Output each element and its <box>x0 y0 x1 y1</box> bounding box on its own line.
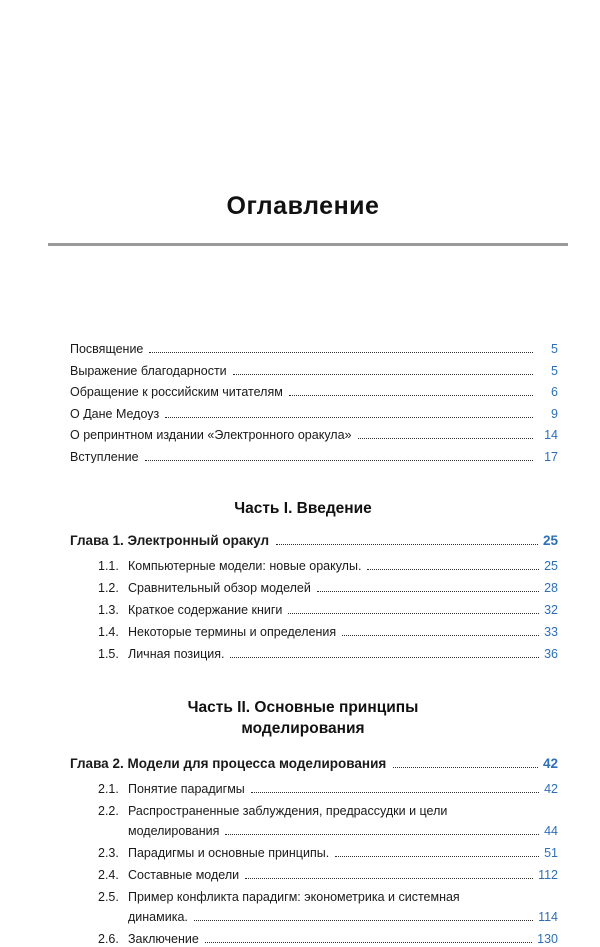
list-item[interactable] <box>70 408 558 422</box>
list-item[interactable] <box>70 804 558 839</box>
entry-number: 2.6. <box>98 932 119 947</box>
entry-page[interactable]: 33 <box>544 625 558 640</box>
entry-label: Распространенные заблуждения, предрассудки и цели <box>128 804 448 819</box>
entry-label: Сравнительный обзор моделей <box>128 581 311 596</box>
list-item[interactable] <box>70 581 558 596</box>
list-item[interactable] <box>70 868 558 883</box>
chapter-heading-1[interactable] <box>70 533 558 549</box>
entry-label: Заключение <box>128 932 199 947</box>
leader-dots <box>288 612 539 614</box>
entry-label: Обращение к российским читателям <box>70 386 283 399</box>
list-item[interactable] <box>70 846 558 861</box>
leader-dots <box>165 416 533 418</box>
leader-dots <box>251 791 539 793</box>
leader-dots <box>358 437 534 439</box>
entry-number: 2.3. <box>98 846 119 861</box>
list-item[interactable] <box>70 647 558 662</box>
list-item[interactable] <box>70 451 558 465</box>
entry-number: 1.4. <box>98 625 119 640</box>
title-divider <box>48 243 568 246</box>
entry-label: О репринтном издании «Электронного оракула» <box>70 429 352 442</box>
leader-dots <box>205 941 532 943</box>
list-item[interactable] <box>70 625 558 640</box>
entry-page[interactable]: 112 <box>538 868 558 883</box>
entry-number: 2.2. <box>98 804 119 819</box>
entry-page[interactable]: 5 <box>551 342 558 356</box>
leader-dots <box>367 568 539 570</box>
leader-dots <box>233 373 533 375</box>
entry-label: О Дане Медоуз <box>70 407 160 420</box>
leader-dots <box>245 877 533 879</box>
entry-label: Понятие парадигмы <box>128 782 245 797</box>
leader-dots <box>289 394 533 396</box>
entry-number: 1.3. <box>98 603 119 618</box>
list-item[interactable] <box>70 386 558 400</box>
leader-dots <box>317 590 539 592</box>
part-heading-2-line2: моделирования <box>241 720 365 738</box>
entry-page[interactable]: 44 <box>544 824 558 839</box>
entry-page[interactable]: 6 <box>551 385 558 399</box>
entry-page[interactable]: 130 <box>537 932 558 947</box>
entry-label: Составные модели <box>128 868 240 883</box>
entry-label: Вступление <box>70 450 139 463</box>
list-item[interactable] <box>70 559 558 574</box>
entry-page[interactable]: 36 <box>544 647 558 662</box>
entry-label: Краткое содержание книги <box>128 603 283 618</box>
list-item[interactable] <box>70 782 558 797</box>
entry-page[interactable]: 25 <box>544 559 558 574</box>
entry-label: Некоторые термины и определения <box>128 625 337 640</box>
chapter-title: Глава 2. Модели для процесса моделирования <box>70 756 387 772</box>
front-matter-list <box>70 343 558 465</box>
leader-dots <box>225 833 539 835</box>
leader-dots <box>145 459 533 461</box>
leader-dots <box>194 919 533 921</box>
list-item[interactable] <box>70 932 558 947</box>
part-heading-1: Часть I. Введение <box>234 499 372 517</box>
page-title: Оглавление <box>226 192 380 220</box>
entry-label: Посвящение <box>70 343 144 356</box>
leader-dots <box>230 656 539 658</box>
entry-page[interactable]: 28 <box>544 581 558 596</box>
entry-label: Парадигмы и основные принципы. <box>128 846 330 861</box>
chapter-title: Глава 1. Электронный оракул <box>70 533 270 549</box>
entry-page[interactable]: 51 <box>544 846 558 861</box>
entry-number: 2.5. <box>98 890 119 905</box>
entry-page[interactable]: 5 <box>551 363 558 378</box>
entry-page[interactable]: 32 <box>544 603 558 618</box>
leader-dots <box>335 855 539 857</box>
part-heading-2-line1: Часть II. Основные принципы <box>187 699 419 717</box>
list-item[interactable] <box>70 429 558 443</box>
chapter-page[interactable]: 25 <box>542 533 558 549</box>
entry-page[interactable]: 14 <box>544 428 558 442</box>
leader-dots <box>149 351 533 353</box>
entry-label: Компьютерные модели: новые оракулы. <box>128 559 362 574</box>
list-item[interactable] <box>70 890 558 925</box>
list-item[interactable] <box>70 343 558 357</box>
leader-dots <box>393 766 538 768</box>
entry-page[interactable]: 114 <box>538 910 558 925</box>
leader-dots <box>342 634 539 636</box>
entry-label-cont: динамика. <box>128 910 188 925</box>
list-item[interactable] <box>70 365 558 379</box>
entry-page[interactable]: 42 <box>544 782 558 797</box>
entry-label-cont: моделирования <box>128 824 220 839</box>
leader-dots <box>276 543 538 545</box>
entry-number: 1.2. <box>98 581 119 596</box>
entry-number: 2.4. <box>98 868 119 883</box>
entry-label: Личная позиция. <box>128 647 225 662</box>
chapter-page[interactable]: 42 <box>542 756 558 772</box>
chapter-heading-2[interactable] <box>70 756 558 772</box>
entry-number: 1.5. <box>98 647 119 662</box>
part-heading-2 <box>70 698 558 740</box>
list-item[interactable] <box>70 603 558 618</box>
entry-label: Выражение благодарности <box>70 364 227 377</box>
entry-label: Пример конфликта парадигм: эконометрика и системная <box>128 890 460 905</box>
entry-page[interactable]: 9 <box>551 406 558 421</box>
entry-page[interactable]: 17 <box>544 449 558 464</box>
entry-number: 1.1. <box>98 559 119 574</box>
entry-number: 2.1. <box>98 782 119 797</box>
